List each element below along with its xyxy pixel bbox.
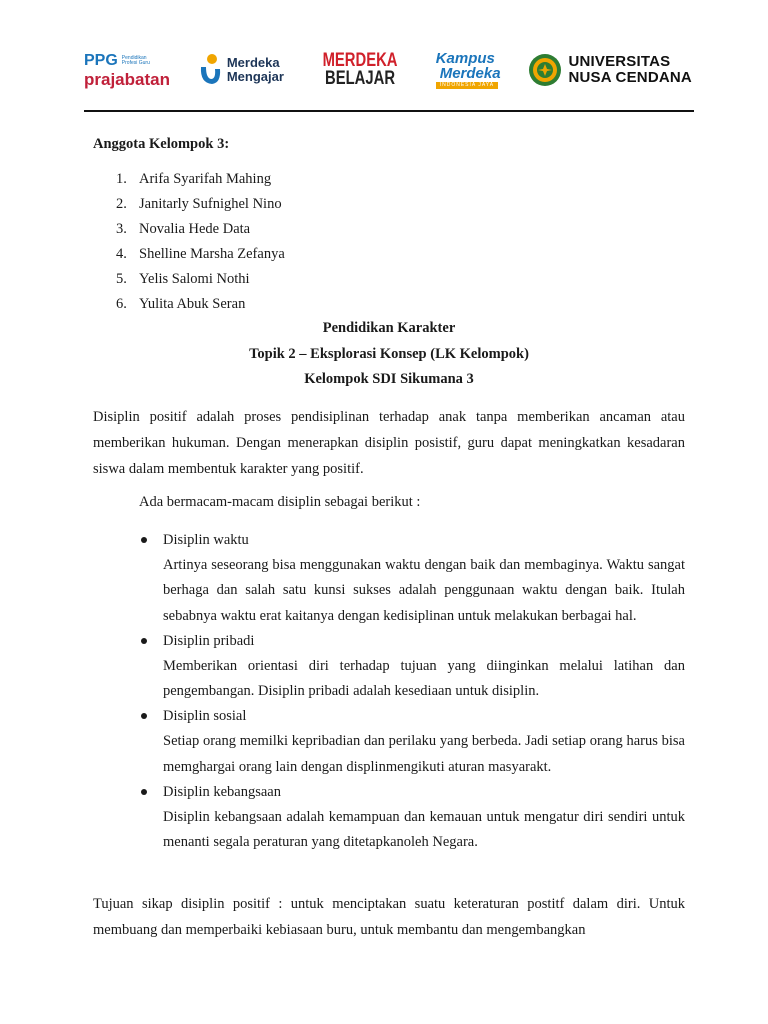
types-intro: Ada bermacam-macam disiplin sebagai berikut : <box>139 494 421 510</box>
merdeka-belajar-line2: BELAJAR <box>324 68 395 89</box>
type-description: Artinya seseorang bisa menggunakan waktu dengan baik dan membaginya. Waktu sangat berhaga dan salah satu kunsi sukses adalah penggunaan waktu dengan baik. Itulah sebabnya waktu erat kaitanya dengan kedisiplinan untuk melakukan berbagai hal. <box>163 557 685 624</box>
list-item: 3. Novalia Hede Data <box>116 221 251 237</box>
type-description: Memberikan orientasi diri terhadap tujuan yang diinginkan melalui latihan dan pengembangan. Disiplin pribadi adalah kesediaan untuk disiplin. <box>163 657 685 700</box>
merdeka-belajar-logo <box>322 52 397 88</box>
university-seal-icon <box>528 53 562 87</box>
bullet-icon <box>141 713 147 719</box>
list-item <box>163 780 685 856</box>
list-item: 2. Janitarly Sufnighel Nino <box>116 196 282 212</box>
document-subtitle: Topik 2 – Eksplorasi Konsep (LK Kelompok) <box>249 346 529 362</box>
type-description: Setiap orang memilki kepribadian dan perilaku yang berbeda. Jadi setiap orang harus bisa memghargai orang lain dengan displinmengikuti aturan masyarakt. <box>163 733 685 775</box>
kampus-merdeka-line2: Merdeka <box>439 65 501 82</box>
list-item: 4. Shelline Marsha Zefanya <box>116 246 285 262</box>
type-title: Disiplin waktu <box>163 532 249 548</box>
merdeka-mengajar-line2: Mengajar <box>226 69 284 84</box>
intro-paragraph: Disiplin positif adalah proses pendisiplinan terhadap anak tanpa memberikan ancaman atau memberikan hukuman. Dengan menerapkan disiplin posistif, guru dapat meningkatkan kesadaran siswa dalam membentuk karakter yang positif. <box>93 409 685 477</box>
list-item <box>163 629 685 705</box>
type-description: Disiplin kebangsaan adalah kemampuan dan kemauan untuk mengatur diri sendiri untuk menanti segala peraturan yang ditetapkanoleh Negara. <box>163 809 685 851</box>
list-item <box>163 528 685 629</box>
list-item: 6. Yulita Abuk Seran <box>116 296 246 312</box>
group-heading: Anggota Kelompok 3: <box>93 136 230 152</box>
ppg-logo-small: Pendidikan Profesi Guru <box>121 54 150 66</box>
header-divider <box>84 110 694 112</box>
kampus-merdeka-line1: Kampus <box>435 50 495 67</box>
closing-paragraph: Tujuan sikap disiplin positif : untuk menciptakan suatu keteraturan postitf dalam diri. Untuk membuang dan memperbaiki kebiasaan buru, untuk membantu dan mengembangkan <box>93 896 685 938</box>
bullet-icon <box>141 789 147 795</box>
ppg-prajabatan-logo <box>84 53 170 88</box>
discipline-types-list <box>163 528 685 856</box>
ppg-logo-prajabatan: prajabatan <box>84 69 170 89</box>
document-group-title: Kelompok SDI Sikumana 3 <box>304 371 474 387</box>
bullet-icon <box>141 638 147 644</box>
ppg-logo-word: PPG <box>84 51 118 69</box>
member-list <box>116 170 285 320</box>
merdeka-mengajar-logo <box>198 53 284 87</box>
type-title: Disiplin kebangsaan <box>163 784 281 801</box>
type-title: Disiplin sosial <box>163 708 247 725</box>
merdeka-mengajar-line1: Merdeka <box>226 55 280 70</box>
kampus-merdeka-tag: INDONESIA JAYA <box>436 82 498 89</box>
header-logos <box>84 44 692 96</box>
universitas-nusa-cendana-logo <box>528 53 692 87</box>
university-line2: NUSA CENDANA <box>568 69 692 86</box>
list-item: 5. Yelis Salomi Nothi <box>116 271 250 287</box>
kampus-merdeka-logo <box>436 51 501 89</box>
merdeka-belajar-line1: MERDEKA <box>322 50 398 71</box>
bullet-icon <box>141 537 147 543</box>
list-item: 1. Arifa Syarifah Mahing <box>116 171 272 187</box>
list-item <box>163 704 685 780</box>
university-line1: UNIVERSITAS <box>568 53 671 70</box>
document-title: Pendidikan Karakter <box>322 320 456 336</box>
merdeka-mengajar-icon <box>198 53 222 87</box>
type-title: Disiplin pribadi <box>163 632 255 649</box>
